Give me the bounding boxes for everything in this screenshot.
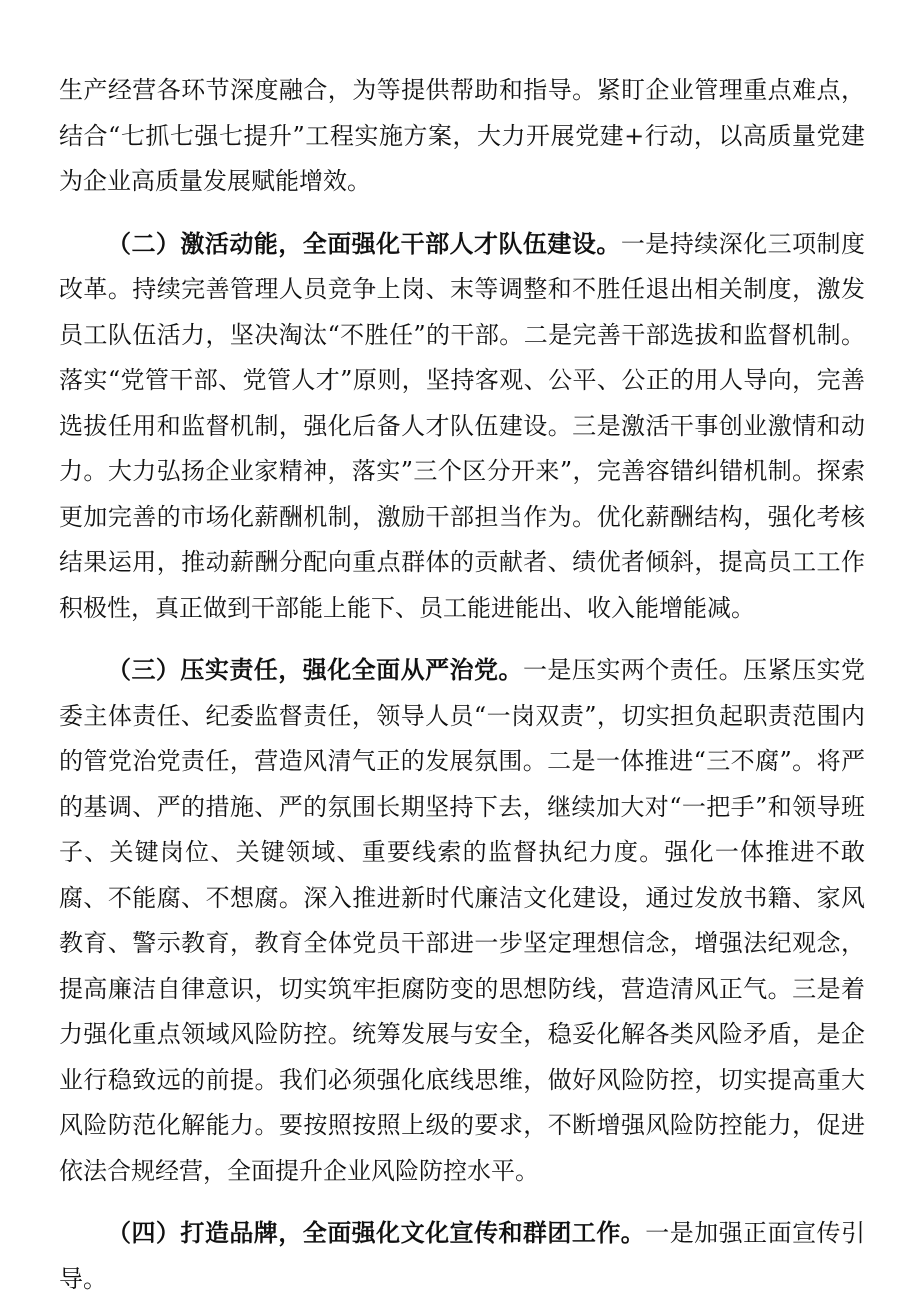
section-heading: （四）打造品牌，全面强化文化宣传和群团工作。 — [107, 1218, 646, 1247]
section-heading: （三）压实责任，强化全面从严治党。 — [107, 655, 523, 684]
paragraph-gap — [59, 1194, 865, 1210]
document-page — [59, 68, 865, 1302]
paragraph-section-2 — [59, 221, 865, 632]
paragraph-section-3 — [59, 647, 865, 1194]
paragraph-body: 一是压实两个责任。压紧压实党委主体责任、纪委监督责任，领导人员“一岗双责”，切实担负起职责范围内的管党治党责任，营造风清气正的发展氛围。二是一体推进“三不腐”。将严的基调、严的措施、严的氛围长期坚持下去，继续加大对“一把手”和领导班子、关键岗位、关键领域、重要线索的监督执纪力度。强化一体推进不敢腐、不能腐、不想腐。深入推进新时代廉洁文化建设，通过发放书籍、家风教育、警示教育，教育全体党员干部进一步坚定理想信念，增强法纪观念，提高廉洁自律意识，切实筑牢拒腐防变的思想防线，营造清风正气。三是着力强化重点领域风险防控。统筹发展与安全，稳妥化解各类风险矛盾，是企业行稳致远的前提。我们必须强化底线思维，做好风险防控，切实提高重大风险防范化解能力。要按照按照上级的要求，不断增强风险防控能力，促进依法合规经营，全面提升企业风险防控水平。 — [59, 656, 866, 1185]
paragraph-continuation — [59, 68, 865, 205]
paragraph-body: 一是持续深化三项制度改革。持续完善管理人员竞争上岗、末等调整和不胜任退出相关制度，激发员工队伍活力，坚决淘汰“不胜任”的干部。二是完善干部选拔和监督机制。落实“党管干部、党管人才”原则，坚持客观、公平、公正的用人导向，完善选拔任用和监督机制，强化后备人才队伍建设。三是激活干事创业激情和动力。大力弘扬企业家精神，落实”三个区分开来”，完善容错纠错机制。探索更加完善的市场化薪酬机制，激励干部担当作为。优化薪酬结构，强化考核结果运用，推动薪酬分配向重点群体的贡献者、绩优者倾斜，提高员工工作积极性，真正做到干部能上能下、员工能进能出、收入能增能减。 — [59, 229, 866, 622]
paragraph-body: 一是加强正面宣传引导。 — [59, 1219, 865, 1293]
paragraph-gap — [59, 631, 865, 647]
paragraph-gap — [59, 205, 865, 221]
paragraph-section-4 — [59, 1210, 865, 1302]
section-heading: （二）激活动能，全面强化干部人才队伍建设。 — [107, 228, 621, 258]
paragraph-body: 生产经营各环节深度融合，为等提供帮助和指导。紧盯企业管理重点难点，结合“七抓七强七提升”工程实施方案，大力开展党建+行动，以高质量党建为企业高质量发展赋能增效。 — [59, 76, 865, 195]
